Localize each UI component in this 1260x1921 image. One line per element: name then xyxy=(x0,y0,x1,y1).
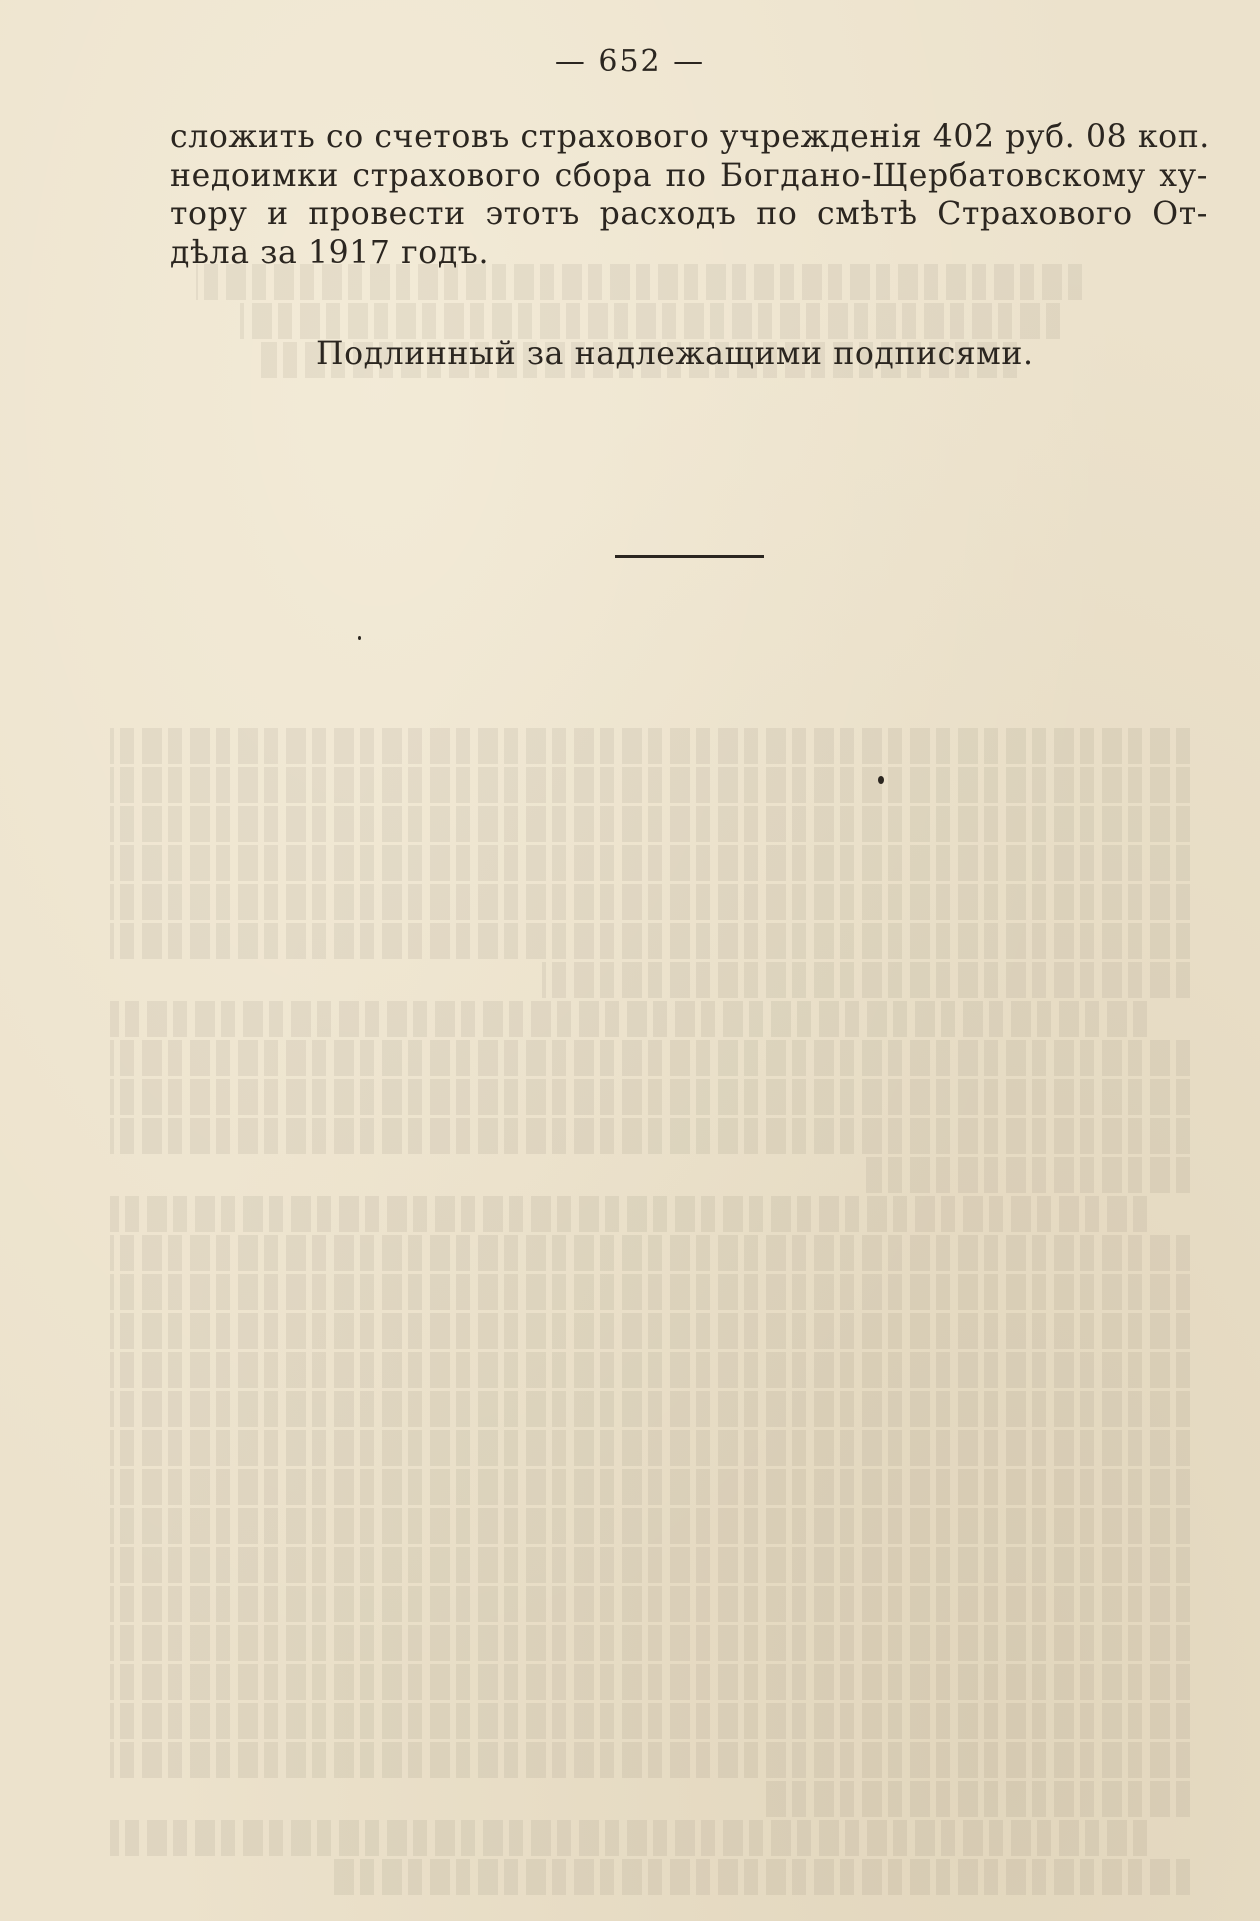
paragraph-line: дѣла за 1917 годъ. xyxy=(170,234,490,271)
paragraph-line: недоимки страхового сбора по Богдано-Щербатовскому ху- xyxy=(170,157,1208,194)
signature-note: Подлинный за надлежащими подписями. xyxy=(316,336,1034,372)
ink-speck xyxy=(358,636,361,640)
page-number: — 652 — xyxy=(554,44,706,79)
bleed-through-reverse-side xyxy=(110,180,1190,1740)
paragraph-line: сложить со счетовъ страхового учрежденія 402 руб. 08 коп. xyxy=(170,119,1210,155)
paragraph-text xyxy=(170,118,1208,272)
divider-rule xyxy=(615,555,764,558)
ink-speck xyxy=(878,776,884,784)
paragraph-line: тору и провести этотъ расходъ по смѣтѣ Страхового От- xyxy=(170,196,1208,232)
